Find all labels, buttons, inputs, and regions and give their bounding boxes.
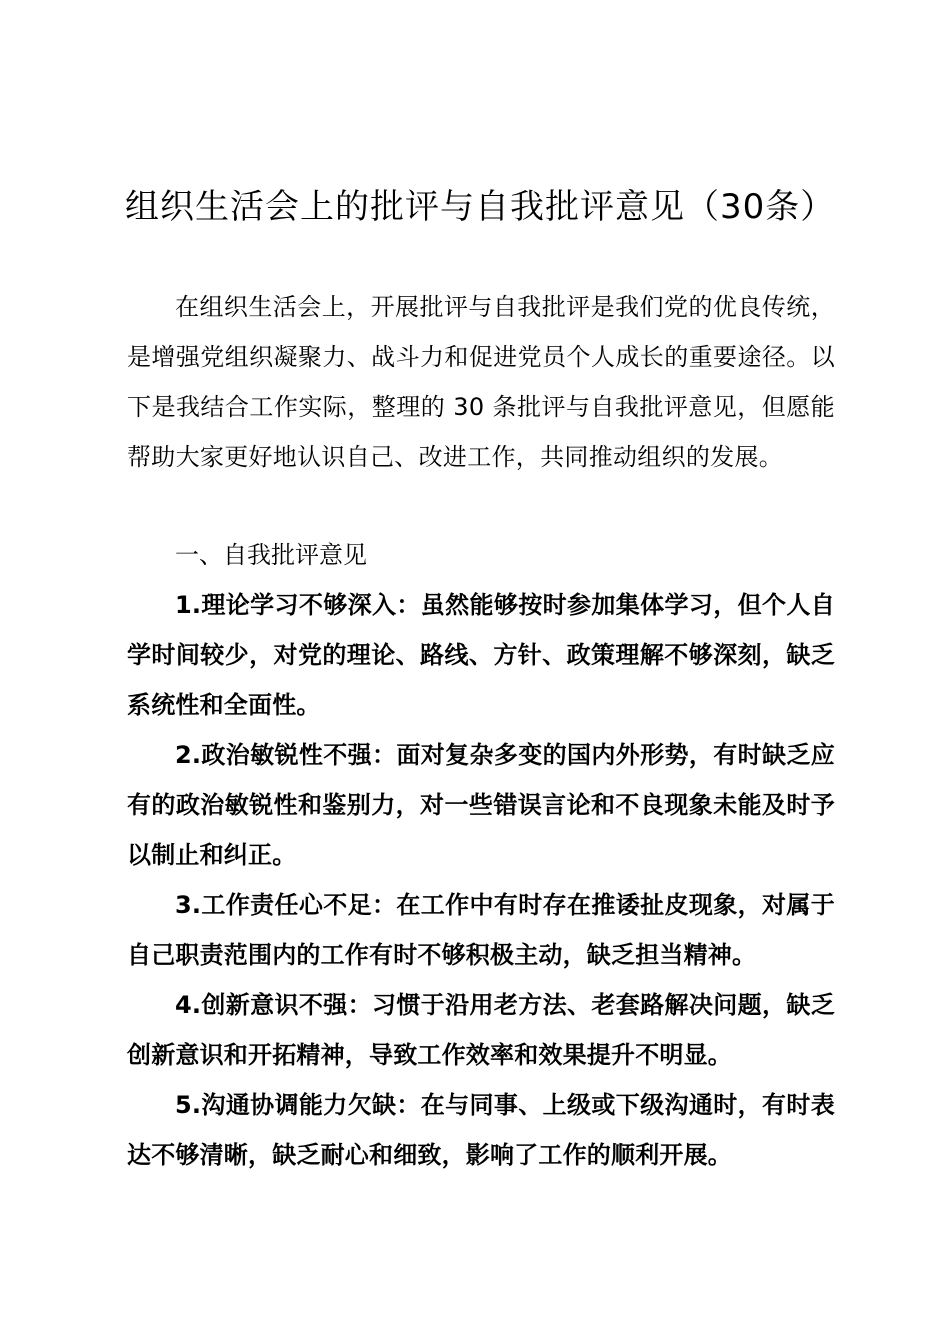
list-item: 5.沟通协调能力欠缺：在与同事、上级或下级沟通时，有时表达不够清晰，缺乏耐心和细致，影响了工作的顺利开展。 [127, 1091, 835, 1169]
section-heading: 一、自我批评意见 [175, 541, 367, 569]
list-item: 4.创新意识不强：习惯于沿用老方法、老套路解决问题，缺乏创新意识和开拓精神，导致工作效率和效果提升不明显。 [127, 991, 835, 1069]
list-item: 2.政治敏锐性不强：面对复杂多变的国内外形势，有时缺乏应有的政治敏锐性和鉴别力，对一些错误言论和不良现象未能及时予以制止和纠正。 [127, 741, 835, 869]
list-item: 1.理论学习不够深入：虽然能够按时参加集体学习，但个人自学时间较少，对党的理论、路线、方针、政策理解不够深刻，缺乏系统性和全面性。 [127, 591, 835, 719]
document-title: 组织生活会上的批评与自我批评意见（30条） [125, 187, 836, 227]
list-item: 3.工作责任心不足：在工作中有时存在推诿扯皮现象，对属于自己职责范围内的工作有时不够积极主动，缺乏担当精神。 [127, 891, 835, 969]
criticism-list [127, 580, 835, 1180]
intro-paragraph: 在组织生活会上，开展批评与自我批评是我们党的优良传统，是增强党组织凝聚力、战斗力和促进党员个人成长的重要途径。以下是我结合工作实际，整理的 30 条批评与自我批评意见，但愿能帮助大家更好地认识自己、改进工作，共同推动组织的发展。 [127, 293, 835, 471]
